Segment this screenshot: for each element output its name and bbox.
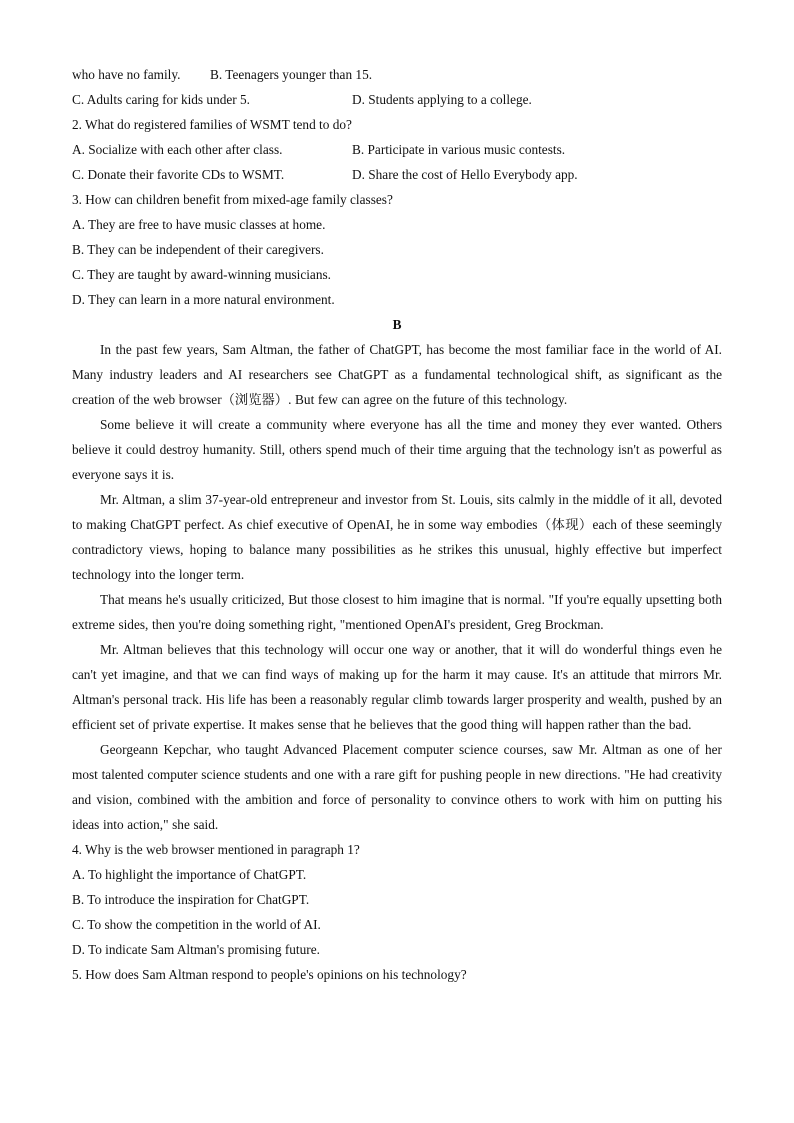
passage-paragraph-2: Some believe it will create a community where everyone has all the time and money they ever wanted. Others believe it could destroy humanity. Still, others spend much of their time arguing that the technology isn't as powerful as everyone says it is. <box>72 417 722 482</box>
q5-question: 5. How does Sam Altman respond to people's opinions on his technology? <box>72 967 467 982</box>
q2-question: 2. What do registered families of WSMT tend to do? <box>72 117 352 132</box>
q2-option-d: D. Share the cost of Hello Everybody app. <box>352 167 578 182</box>
passage-paragraph-1: In the past few years, Sam Altman, the father of ChatGPT, has become the most familiar face in the world of AI. Many industry leaders and AI researchers see ChatGPT as a fundamental technological shift, as significant as the creation of the web browser（浏览器）. But few can agree on the future of this technology. <box>72 342 722 407</box>
q2-option-a: A. Socialize with each other after class. <box>72 142 283 157</box>
q1-option-d: D. Students applying to a college. <box>352 92 532 107</box>
q4-question: 4. Why is the web browser mentioned in paragraph 1? <box>72 842 360 857</box>
q2-option-c: C. Donate their favorite CDs to WSMT. <box>72 167 285 182</box>
q3-option-d: D. They can learn in a more natural environment. <box>72 292 335 307</box>
q1-option-b: B. Teenagers younger than 15. <box>210 67 373 82</box>
q4-option-d: D. To indicate Sam Altman's promising future. <box>72 942 320 957</box>
q2-options-row-1 <box>72 137 722 162</box>
passage-paragraph-5: Mr. Altman believes that this technology will occur one way or another, that it will do wonderful things even he can't yet imagine, and that we can find ways of making up for the harm it may cause. It's an attitude that mirrors Mr. Altman's personal track. His life has been a reasonably regular climb towards larger prosperity and wealth, pushed by an efficient set of private expertise. It makes sense that he believes that the good thing will happen rather than the bad. <box>72 642 722 732</box>
q1-options-row-1 <box>72 62 722 87</box>
q1-option-a-tail: who have no family. <box>72 67 181 82</box>
q1-options-row-2 <box>72 87 722 112</box>
q4-option-b: B. To introduce the inspiration for ChatGPT. <box>72 892 310 907</box>
q1-option-c: C. Adults caring for kids under 5. <box>72 92 251 107</box>
q3-option-a: A. They are free to have music classes at home. <box>72 217 326 232</box>
q3-option-b: B. They can be independent of their caregivers. <box>72 242 324 257</box>
q3-option-c: C. They are taught by award-winning musicians. <box>72 267 331 282</box>
passage-paragraph-6: Georgeann Kepchar, who taught Advanced Placement computer science courses, saw Mr. Altman as one of her most talented computer science students and one with a rare gift for pushing people in new directions. "He had creativity and vision, combined with the ambition and force of personality to convince others to work with him on putting his ideas into action," she said. <box>72 742 722 832</box>
passage-paragraph-3: Mr. Altman, a slim 37-year-old entrepreneur and investor from St. Louis, sits calmly in the middle of it all, devoted to making ChatGPT perfect. As chief executive of OpenAI, he in some way embodies（体现）each of these seemingly contradictory views, hoping to balance many possibilities as he strikes this unusual, highly effective but imperfect technology into the longer term. <box>72 492 722 582</box>
q3-question: 3. How can children benefit from mixed-age family classes? <box>72 192 393 207</box>
q2-options-row-2 <box>72 162 722 187</box>
q2-option-b: B. Participate in various music contests. <box>352 142 566 157</box>
q4-option-c: C. To show the competition in the world of AI. <box>72 917 321 932</box>
passage-paragraph-4: That means he's usually criticized, But those closest to him imagine that is normal. "If you're equally upsetting both extreme sides, then you're doing something right, "mentioned OpenAI's president, Greg Brockman. <box>72 592 722 632</box>
section-b-heading: B <box>392 317 402 332</box>
q4-option-a: A. To highlight the importance of ChatGPT. <box>72 867 307 882</box>
